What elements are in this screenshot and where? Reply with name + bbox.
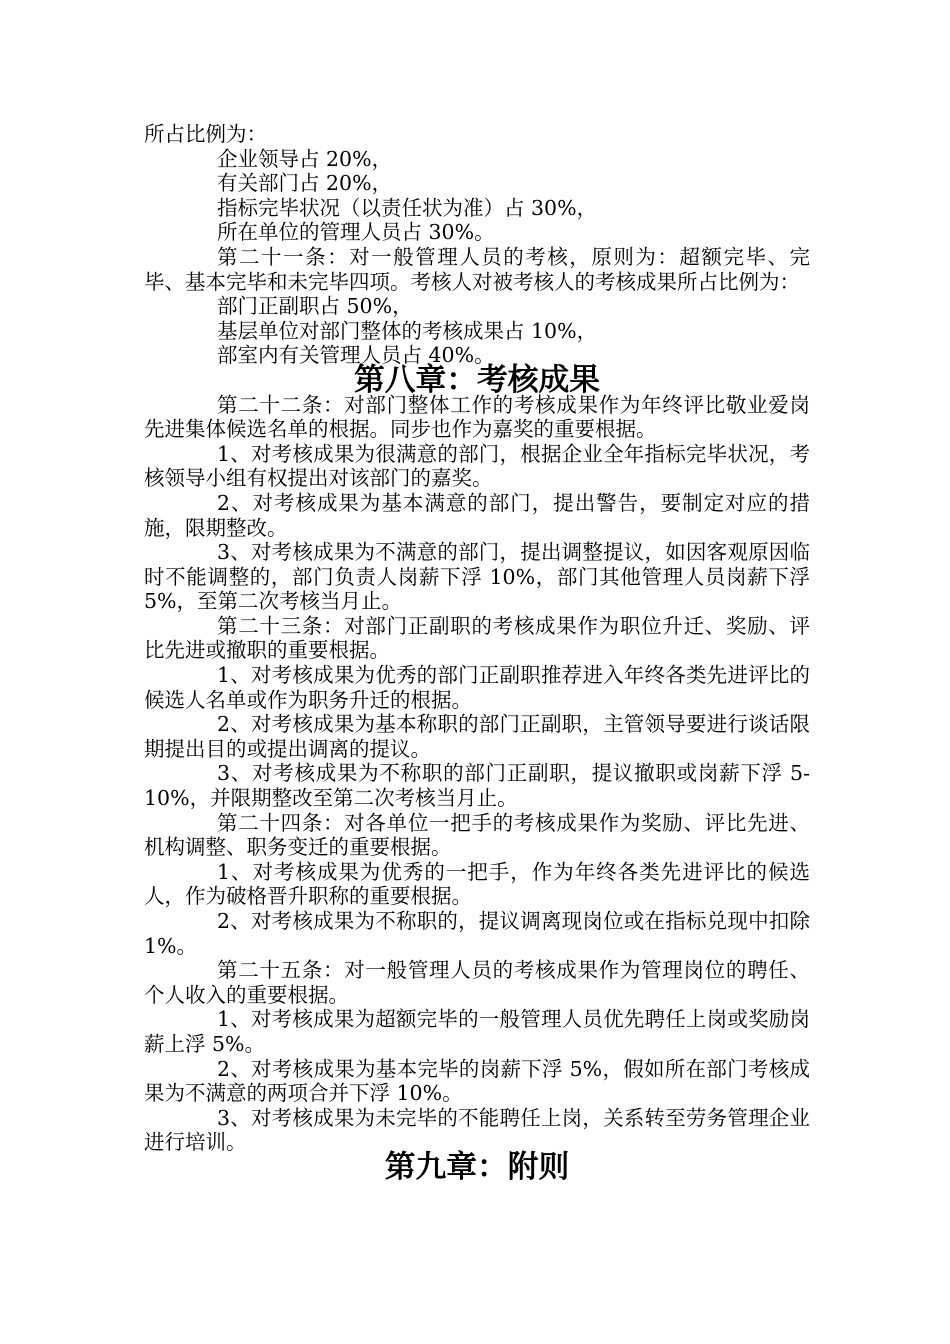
paragraph: 部门正副职占 50%， bbox=[217, 294, 413, 319]
paragraph: 第二十五条：对一般管理人员的考核成果作为管理岗位的聘任、个人收入的重要根据。 bbox=[144, 958, 810, 1007]
chapter-heading: 第九章：附则 bbox=[384, 1148, 570, 1185]
paragraph: 2、对考核成果为基本满意的部门，提出警告，要制定对应的措施，限期整改。 bbox=[144, 490, 810, 540]
chapter-heading: 第八章：考核成果 bbox=[353, 361, 600, 398]
paragraph: 1、对考核成果为很满意的部门，根据企业全年指标完毕状况，考核领导小组有权提出对该部门的嘉奖。 bbox=[144, 441, 810, 491]
paragraph: 2、对考核成果为不称职的，提议调离现岗位或在指标兑现中扣除 1%。 bbox=[144, 909, 810, 958]
paragraph: 第二十一条：对一般管理人员的考核，原则为：超额完毕、完毕、基本完毕和未完毕四项。考核人对被考核人的考核成果所占比例为： bbox=[144, 244, 810, 294]
paragraph: 1、对考核成果为优秀的部门正副职推荐进入年终各类先进评比的候选人名单或作为职务升迁的根据。 bbox=[144, 663, 810, 712]
paragraph: 第二十三条：对部门正副职的考核成果作为职位升迁、奖励、评比先进或撤职的重要根据。 bbox=[144, 613, 810, 663]
paragraph: 指标完毕状况（以责任状为准）占 30%， bbox=[217, 195, 598, 220]
paragraph: 3、对考核成果为不称职的部门正副职，提议撤职或岗薪下浮 5-10%，并限期整改至第二次考核当月止。 bbox=[144, 761, 810, 811]
paragraph: 1、对考核成果为超额完毕的一般管理人员优先聘任上岗或奖励岗薪上浮 5%。 bbox=[144, 1007, 810, 1056]
paragraph: 1、对考核成果为优秀的一把手，作为年终各类先进评比的候选人，作为破格晋升职称的重要根据。 bbox=[144, 859, 810, 909]
paragraph: 3、对考核成果为不满意的部门，提出调整提议，如因客观原因临时不能调整的，部门负责人岗薪下浮 10%，部门其他管理人员岗薪下浮 5%，至第二次考核当月止。 bbox=[144, 540, 810, 614]
paragraph: 部室内有关管理人员占 40%。 bbox=[217, 343, 495, 368]
paragraph: 2、对考核成果为基本完毕的岗薪下浮 5%，假如所在部门考核成果为不满意的两项合并下浮 10%。 bbox=[144, 1056, 810, 1106]
paragraph: 3、对考核成果为未完毕的不能聘任上岗，关系转至劳务管理企业进行培训。 bbox=[144, 1105, 810, 1155]
paragraph: 2、对考核成果为基本称职的部门正副职，主管领导要进行谈话限期提出目的或提出调离的提议。 bbox=[144, 712, 810, 761]
document-page bbox=[144, 122, 810, 1185]
paragraph: 第二十二条：对部门整体工作的考核成果作为年终评比敬业爱岗先进集体候选名单的根据。同步也作为嘉奖的重要根据。 bbox=[144, 392, 810, 442]
paragraph: 有关部门占 20%， bbox=[217, 171, 393, 196]
paragraph: 企业领导占 20%， bbox=[217, 146, 393, 171]
paragraph: 所在单位的管理人员占 30%。 bbox=[217, 220, 495, 245]
paragraph: 基层单位对部门整体的考核成果占 10%， bbox=[217, 318, 598, 343]
paragraph: 第二十四条：对各单位一把手的考核成果作为奖励、评比先进、机构调整、职务变迁的重要根据。 bbox=[144, 810, 810, 860]
paragraph: 所占比例为： bbox=[144, 122, 267, 146]
